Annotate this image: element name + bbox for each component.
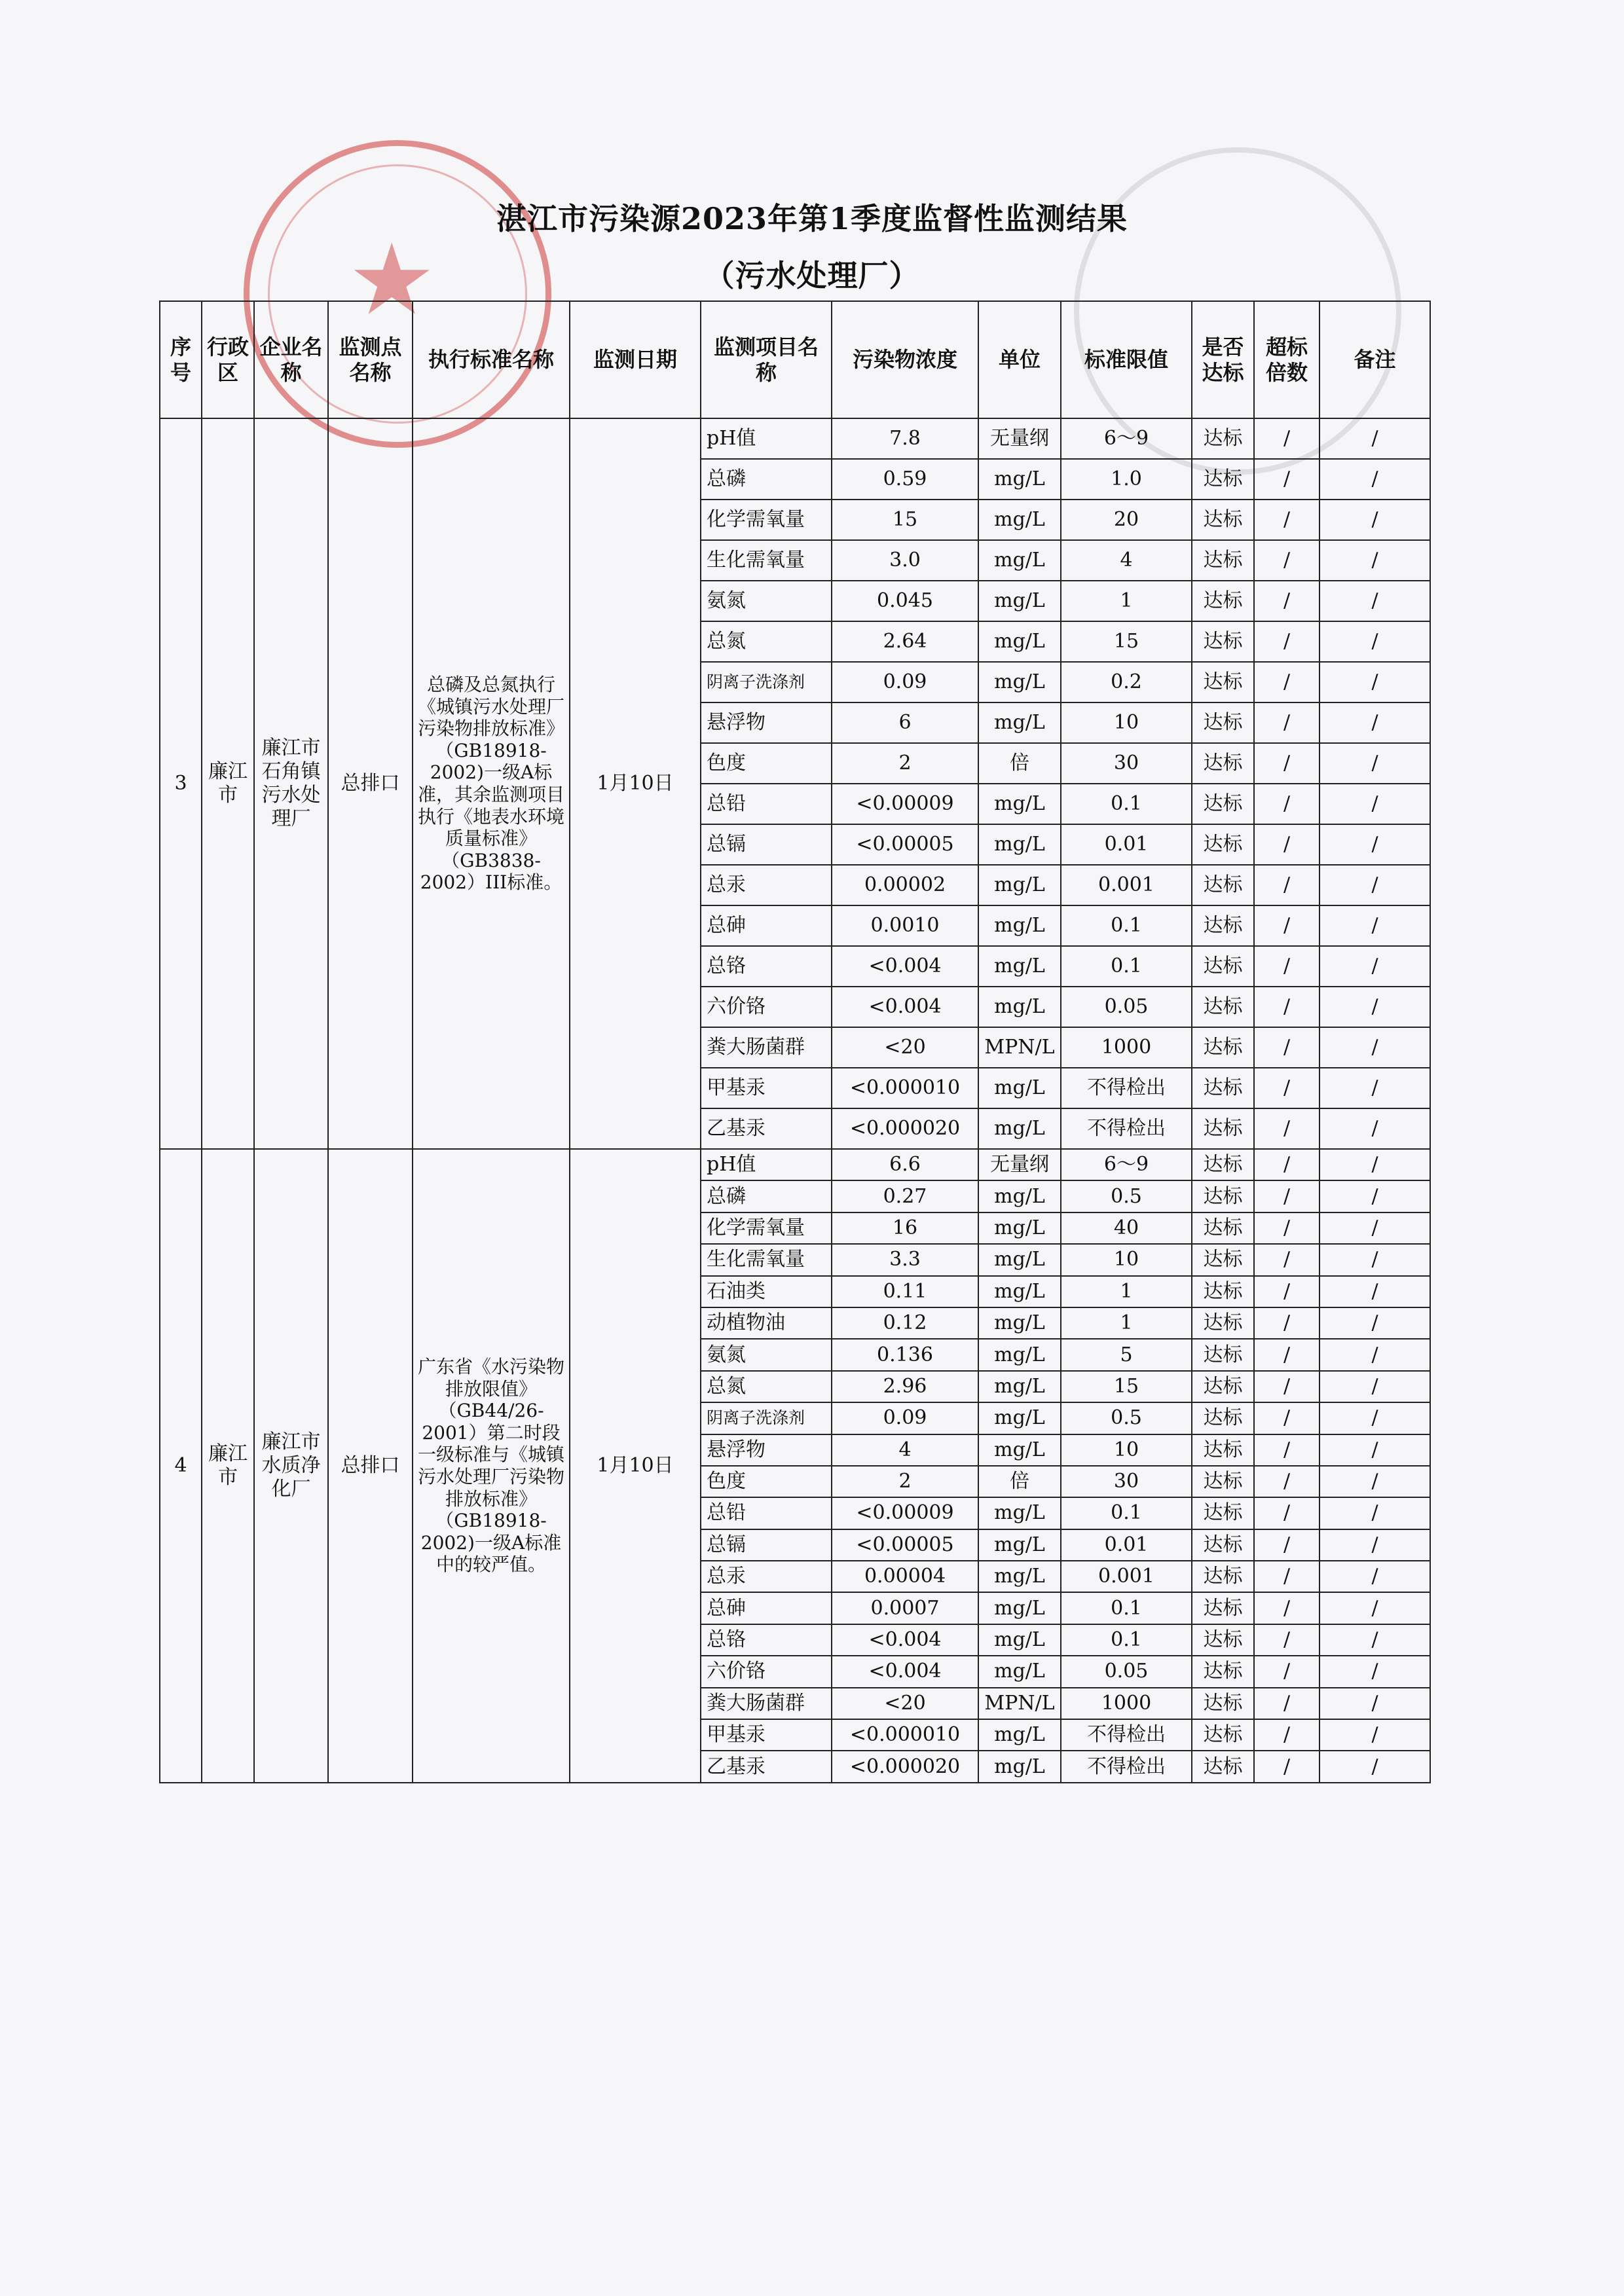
- header-row: [160, 301, 1430, 418]
- exceed-times-cell: /: [1254, 459, 1320, 500]
- note-cell: /: [1320, 1751, 1430, 1782]
- seal-star-icon: ★: [348, 223, 436, 337]
- note-cell: /: [1320, 540, 1430, 581]
- compliance-cell: 达标: [1192, 702, 1254, 743]
- results-table: [159, 301, 1431, 1783]
- limit-cell: 1000: [1061, 1027, 1192, 1068]
- unit-cell: mg/L: [978, 824, 1061, 865]
- concentration-cell: 7.8: [832, 418, 978, 459]
- item-cell: 化学需氧量: [701, 1212, 832, 1244]
- limit-cell: 40: [1061, 1212, 1192, 1244]
- unit-cell: mg/L: [978, 662, 1061, 702]
- concentration-cell: <0.004: [832, 946, 978, 987]
- unit-cell: MPN/L: [978, 1027, 1061, 1068]
- compliance-cell: 达标: [1192, 946, 1254, 987]
- item-cell: 阴离子洗涤剂: [701, 662, 832, 702]
- item-cell: 氨氮: [701, 1339, 832, 1370]
- concentration-cell: 2.96: [832, 1371, 978, 1402]
- exceed-times-cell: /: [1254, 1212, 1320, 1244]
- item-cell: 化学需氧量: [701, 500, 832, 540]
- item-cell: 总镉: [701, 1529, 832, 1561]
- note-cell: /: [1320, 946, 1430, 987]
- limit-cell: 1000: [1061, 1688, 1192, 1719]
- limit-cell: 10: [1061, 1244, 1192, 1275]
- standard-cell: 广东省《水污染物排放限值》（GB44/26-2001）第二时段一级标准与《城镇污水处理厂污染物排放标准》（GB18918-2002)一级A标准中的较严值。: [413, 1149, 570, 1783]
- compliance-cell: 达标: [1192, 418, 1254, 459]
- compliance-cell: 达标: [1192, 1149, 1254, 1180]
- note-cell: /: [1320, 1371, 1430, 1402]
- item-cell: 总磷: [701, 459, 832, 500]
- exceed-times-cell: /: [1254, 418, 1320, 459]
- unit-cell: 倍: [978, 1466, 1061, 1497]
- limit-cell: 30: [1061, 743, 1192, 784]
- limit-cell: 0.05: [1061, 987, 1192, 1027]
- compliance-cell: 达标: [1192, 1244, 1254, 1275]
- exceed-times-cell: /: [1254, 946, 1320, 987]
- note-cell: /: [1320, 1688, 1430, 1719]
- limit-cell: 0.1: [1061, 784, 1192, 824]
- limit-cell: 4: [1061, 540, 1192, 581]
- item-cell: 总铬: [701, 946, 832, 987]
- concentration-cell: <0.000020: [832, 1108, 978, 1149]
- note-cell: /: [1320, 702, 1430, 743]
- exceed-times-cell: /: [1254, 1108, 1320, 1149]
- unit-cell: mg/L: [978, 1339, 1061, 1370]
- note-cell: /: [1320, 418, 1430, 459]
- concentration-cell: <0.00009: [832, 1497, 978, 1529]
- exceed-times-cell: /: [1254, 1624, 1320, 1656]
- header-cell: 超标倍数: [1254, 301, 1320, 418]
- limit-cell: 不得检出: [1061, 1108, 1192, 1149]
- unit-cell: mg/L: [978, 946, 1061, 987]
- note-cell: /: [1320, 1276, 1430, 1307]
- item-cell: 乙基汞: [701, 1108, 832, 1149]
- note-cell: /: [1320, 1529, 1430, 1561]
- item-cell: 悬浮物: [701, 1434, 832, 1466]
- compliance-cell: 达标: [1192, 784, 1254, 824]
- exceed-times-cell: /: [1254, 743, 1320, 784]
- compliance-cell: 达标: [1192, 662, 1254, 702]
- compliance-cell: 达标: [1192, 621, 1254, 662]
- item-cell: 生化需氧量: [701, 1244, 832, 1275]
- exceed-times-cell: /: [1254, 1434, 1320, 1466]
- concentration-cell: 0.09: [832, 1402, 978, 1434]
- company-cell: 廉江市水质净化厂: [254, 1149, 328, 1783]
- header-cell: 序号: [160, 301, 202, 418]
- item-cell: 甲基汞: [701, 1719, 832, 1751]
- limit-cell: 1.0: [1061, 459, 1192, 500]
- unit-cell: mg/L: [978, 1592, 1061, 1624]
- header-cell: 单位: [978, 301, 1061, 418]
- unit-cell: mg/L: [978, 1402, 1061, 1434]
- exceed-times-cell: /: [1254, 1688, 1320, 1719]
- note-cell: /: [1320, 1068, 1430, 1108]
- unit-cell: mg/L: [978, 987, 1061, 1027]
- page-subtitle: （污水处理厂）: [704, 258, 920, 293]
- item-cell: 总汞: [701, 865, 832, 905]
- exceed-times-cell: /: [1254, 865, 1320, 905]
- header-cell: 企业名称: [254, 301, 328, 418]
- district-cell: 廉江市: [202, 1149, 254, 1783]
- limit-cell: 0.001: [1061, 865, 1192, 905]
- note-cell: /: [1320, 1466, 1430, 1497]
- limit-cell: 6～9: [1061, 1149, 1192, 1180]
- compliance-cell: 达标: [1192, 1307, 1254, 1339]
- note-cell: /: [1320, 824, 1430, 865]
- item-cell: 总铅: [701, 784, 832, 824]
- limit-cell: 0.01: [1061, 824, 1192, 865]
- concentration-cell: 3.3: [832, 1244, 978, 1275]
- compliance-cell: 达标: [1192, 1108, 1254, 1149]
- exceed-times-cell: /: [1254, 1402, 1320, 1434]
- compliance-cell: 达标: [1192, 1497, 1254, 1529]
- note-cell: /: [1320, 987, 1430, 1027]
- exceed-times-cell: /: [1254, 621, 1320, 662]
- unit-cell: mg/L: [978, 1212, 1061, 1244]
- compliance-cell: 达标: [1192, 1529, 1254, 1561]
- note-cell: /: [1320, 1212, 1430, 1244]
- exceed-times-cell: /: [1254, 1656, 1320, 1687]
- unit-cell: mg/L: [978, 1108, 1061, 1149]
- exceed-times-cell: /: [1254, 1719, 1320, 1751]
- exceed-times-cell: /: [1254, 905, 1320, 946]
- limit-cell: 0.001: [1061, 1561, 1192, 1592]
- compliance-cell: 达标: [1192, 1339, 1254, 1370]
- row-number-cell: 4: [160, 1149, 202, 1783]
- item-cell: pH值: [701, 418, 832, 459]
- exceed-times-cell: /: [1254, 1307, 1320, 1339]
- limit-cell: 5: [1061, 1339, 1192, 1370]
- header-cell: 监测点名称: [328, 301, 413, 418]
- item-cell: 色度: [701, 1466, 832, 1497]
- concentration-cell: 0.11: [832, 1276, 978, 1307]
- unit-cell: mg/L: [978, 581, 1061, 621]
- item-cell: 总砷: [701, 1592, 832, 1624]
- note-cell: /: [1320, 1719, 1430, 1751]
- unit-cell: 无量纲: [978, 1149, 1061, 1180]
- compliance-cell: 达标: [1192, 1180, 1254, 1212]
- exceed-times-cell: /: [1254, 1276, 1320, 1307]
- note-cell: /: [1320, 1307, 1430, 1339]
- unit-cell: mg/L: [978, 1529, 1061, 1561]
- note-cell: /: [1320, 905, 1430, 946]
- exceed-times-cell: /: [1254, 1561, 1320, 1592]
- unit-cell: mg/L: [978, 905, 1061, 946]
- item-cell: 总铅: [701, 1497, 832, 1529]
- concentration-cell: 0.045: [832, 581, 978, 621]
- compliance-cell: 达标: [1192, 1212, 1254, 1244]
- concentration-cell: <0.000020: [832, 1751, 978, 1782]
- compliance-cell: 达标: [1192, 824, 1254, 865]
- concentration-cell: 2: [832, 1466, 978, 1497]
- compliance-cell: 达标: [1192, 987, 1254, 1027]
- concentration-cell: <0.000010: [832, 1719, 978, 1751]
- date-cell: 1月10日: [570, 1149, 701, 1783]
- compliance-cell: 达标: [1192, 905, 1254, 946]
- limit-cell: 不得检出: [1061, 1751, 1192, 1782]
- date-cell: 1月10日: [570, 418, 701, 1149]
- item-cell: 动植物油: [701, 1307, 832, 1339]
- exceed-times-cell: /: [1254, 1592, 1320, 1624]
- exceed-times-cell: /: [1254, 784, 1320, 824]
- item-cell: 总砷: [701, 905, 832, 946]
- concentration-cell: 0.00004: [832, 1561, 978, 1592]
- compliance-cell: 达标: [1192, 1592, 1254, 1624]
- limit-cell: 0.5: [1061, 1180, 1192, 1212]
- note-cell: /: [1320, 581, 1430, 621]
- standard-cell: 总磷及总氮执行《城镇污水处理厂污染物排放标准》（GB18918-2002)一级A标准，其余监测项目执行《地表水环境质量标准》（GB3838-2002）III标准。: [413, 418, 570, 1149]
- note-cell: /: [1320, 1149, 1430, 1180]
- concentration-cell: 0.136: [832, 1339, 978, 1370]
- row-number-cell: 3: [160, 418, 202, 1149]
- item-cell: 六价铬: [701, 987, 832, 1027]
- limit-cell: 0.1: [1061, 946, 1192, 987]
- unit-cell: mg/L: [978, 1371, 1061, 1402]
- note-cell: /: [1320, 1434, 1430, 1466]
- concentration-cell: 2: [832, 743, 978, 784]
- note-cell: /: [1320, 784, 1430, 824]
- page-title: 湛江市污染源2023年第1季度监督性监测结果: [496, 201, 1128, 236]
- item-cell: 色度: [701, 743, 832, 784]
- unit-cell: mg/L: [978, 865, 1061, 905]
- concentration-cell: <0.00009: [832, 784, 978, 824]
- limit-cell: 0.1: [1061, 1624, 1192, 1656]
- item-cell: 粪大肠菌群: [701, 1688, 832, 1719]
- concentration-cell: <0.004: [832, 987, 978, 1027]
- exceed-times-cell: /: [1254, 987, 1320, 1027]
- concentration-cell: 6: [832, 702, 978, 743]
- unit-cell: mg/L: [978, 1751, 1061, 1782]
- compliance-cell: 达标: [1192, 581, 1254, 621]
- limit-cell: 不得检出: [1061, 1719, 1192, 1751]
- unit-cell: mg/L: [978, 1497, 1061, 1529]
- unit-cell: mg/L: [978, 540, 1061, 581]
- exceed-times-cell: /: [1254, 1149, 1320, 1180]
- concentration-cell: 15: [832, 500, 978, 540]
- exceed-times-cell: /: [1254, 1180, 1320, 1212]
- limit-cell: 0.1: [1061, 905, 1192, 946]
- item-cell: 甲基汞: [701, 1068, 832, 1108]
- compliance-cell: 达标: [1192, 1656, 1254, 1687]
- concentration-cell: <0.00005: [832, 1529, 978, 1561]
- compliance-cell: 达标: [1192, 500, 1254, 540]
- compliance-cell: 达标: [1192, 1688, 1254, 1719]
- header-cell: 监测项目名称: [701, 301, 832, 418]
- header-cell: 执行标准名称: [413, 301, 570, 418]
- limit-cell: 1: [1061, 581, 1192, 621]
- unit-cell: mg/L: [978, 1434, 1061, 1466]
- unit-cell: 倍: [978, 743, 1061, 784]
- limit-cell: 0.05: [1061, 1656, 1192, 1687]
- header-cell: 监测日期: [570, 301, 701, 418]
- exceed-times-cell: /: [1254, 1244, 1320, 1275]
- exceed-times-cell: /: [1254, 662, 1320, 702]
- limit-cell: 15: [1061, 621, 1192, 662]
- exceed-times-cell: /: [1254, 1339, 1320, 1370]
- note-cell: /: [1320, 1592, 1430, 1624]
- limit-cell: 1: [1061, 1276, 1192, 1307]
- exceed-times-cell: /: [1254, 1529, 1320, 1561]
- concentration-cell: <20: [832, 1688, 978, 1719]
- unit-cell: mg/L: [978, 1624, 1061, 1656]
- limit-cell: 0.2: [1061, 662, 1192, 702]
- header-cell: 是否达标: [1192, 301, 1254, 418]
- concentration-cell: 0.12: [832, 1307, 978, 1339]
- unit-cell: mg/L: [978, 1719, 1061, 1751]
- compliance-cell: 达标: [1192, 1561, 1254, 1592]
- compliance-cell: 达标: [1192, 540, 1254, 581]
- unit-cell: mg/L: [978, 702, 1061, 743]
- item-cell: 总镉: [701, 824, 832, 865]
- header-cell: 行政区: [202, 301, 254, 418]
- unit-cell: mg/L: [978, 1656, 1061, 1687]
- concentration-cell: 0.09: [832, 662, 978, 702]
- concentration-cell: 16: [832, 1212, 978, 1244]
- item-cell: 氨氮: [701, 581, 832, 621]
- note-cell: /: [1320, 1108, 1430, 1149]
- compliance-cell: 达标: [1192, 1068, 1254, 1108]
- item-cell: 石油类: [701, 1276, 832, 1307]
- district-cell: 廉江市: [202, 418, 254, 1149]
- concentration-cell: 6.6: [832, 1149, 978, 1180]
- exceed-times-cell: /: [1254, 824, 1320, 865]
- unit-cell: mg/L: [978, 1561, 1061, 1592]
- exceed-times-cell: /: [1254, 1027, 1320, 1068]
- limit-cell: 0.5: [1061, 1402, 1192, 1434]
- exceed-times-cell: /: [1254, 1497, 1320, 1529]
- unit-cell: mg/L: [978, 784, 1061, 824]
- item-cell: 粪大肠菌群: [701, 1027, 832, 1068]
- concentration-cell: 2.64: [832, 621, 978, 662]
- unit-cell: mg/L: [978, 459, 1061, 500]
- note-cell: /: [1320, 621, 1430, 662]
- note-cell: /: [1320, 1244, 1430, 1275]
- note-cell: /: [1320, 1180, 1430, 1212]
- concentration-cell: 3.0: [832, 540, 978, 581]
- limit-cell: 0.1: [1061, 1497, 1192, 1529]
- unit-cell: mg/L: [978, 1244, 1061, 1275]
- compliance-cell: 达标: [1192, 1027, 1254, 1068]
- compliance-cell: 达标: [1192, 743, 1254, 784]
- exceed-times-cell: /: [1254, 540, 1320, 581]
- note-cell: /: [1320, 1561, 1430, 1592]
- limit-cell: 20: [1061, 500, 1192, 540]
- note-cell: /: [1320, 865, 1430, 905]
- table-row: [160, 418, 1430, 459]
- compliance-cell: 达标: [1192, 1466, 1254, 1497]
- compliance-cell: 达标: [1192, 1402, 1254, 1434]
- monitor-point-cell: 总排口: [328, 1149, 413, 1783]
- note-cell: /: [1320, 1339, 1430, 1370]
- note-cell: /: [1320, 1656, 1430, 1687]
- compliance-cell: 达标: [1192, 865, 1254, 905]
- item-cell: 乙基汞: [701, 1751, 832, 1782]
- limit-cell: 1: [1061, 1307, 1192, 1339]
- concentration-cell: 0.27: [832, 1180, 978, 1212]
- concentration-cell: 0.59: [832, 459, 978, 500]
- note-cell: /: [1320, 500, 1430, 540]
- exceed-times-cell: /: [1254, 702, 1320, 743]
- unit-cell: mg/L: [978, 1307, 1061, 1339]
- limit-cell: 30: [1061, 1466, 1192, 1497]
- concentration-cell: 0.0007: [832, 1592, 978, 1624]
- limit-cell: 10: [1061, 702, 1192, 743]
- company-cell: 廉江市石角镇污水处理厂: [254, 418, 328, 1149]
- compliance-cell: 达标: [1192, 1371, 1254, 1402]
- note-cell: /: [1320, 459, 1430, 500]
- table-body: [160, 418, 1430, 1783]
- unit-cell: mg/L: [978, 1180, 1061, 1212]
- item-cell: 生化需氧量: [701, 540, 832, 581]
- concentration-cell: <0.000010: [832, 1068, 978, 1108]
- note-cell: /: [1320, 1027, 1430, 1068]
- concentration-cell: <20: [832, 1027, 978, 1068]
- concentration-cell: <0.004: [832, 1656, 978, 1687]
- limit-cell: 0.1: [1061, 1592, 1192, 1624]
- note-cell: /: [1320, 1402, 1430, 1434]
- compliance-cell: 达标: [1192, 1434, 1254, 1466]
- header-cell: 污染物浓度: [832, 301, 978, 418]
- compliance-cell: 达标: [1192, 459, 1254, 500]
- concentration-cell: <0.00005: [832, 824, 978, 865]
- item-cell: pH值: [701, 1149, 832, 1180]
- unit-cell: mg/L: [978, 621, 1061, 662]
- exceed-times-cell: /: [1254, 1068, 1320, 1108]
- concentration-cell: 0.0010: [832, 905, 978, 946]
- exceed-times-cell: /: [1254, 500, 1320, 540]
- exceed-times-cell: /: [1254, 1751, 1320, 1782]
- table-row: [160, 1149, 1430, 1180]
- unit-cell: MPN/L: [978, 1688, 1061, 1719]
- compliance-cell: 达标: [1192, 1624, 1254, 1656]
- item-cell: 总氮: [701, 1371, 832, 1402]
- monitor-point-cell: 总排口: [328, 418, 413, 1149]
- item-cell: 总铬: [701, 1624, 832, 1656]
- exceed-times-cell: /: [1254, 1466, 1320, 1497]
- item-cell: 阴离子洗涤剂: [701, 1402, 832, 1434]
- concentration-cell: 4: [832, 1434, 978, 1466]
- concentration-cell: <0.004: [832, 1624, 978, 1656]
- concentration-cell: 0.00002: [832, 865, 978, 905]
- item-cell: 总汞: [701, 1561, 832, 1592]
- compliance-cell: 达标: [1192, 1276, 1254, 1307]
- limit-cell: 10: [1061, 1434, 1192, 1466]
- limit-cell: 6～9: [1061, 418, 1192, 459]
- item-cell: 悬浮物: [701, 702, 832, 743]
- exceed-times-cell: /: [1254, 1371, 1320, 1402]
- compliance-cell: 达标: [1192, 1751, 1254, 1782]
- item-cell: 总磷: [701, 1180, 832, 1212]
- exceed-times-cell: /: [1254, 581, 1320, 621]
- note-cell: /: [1320, 743, 1430, 784]
- unit-cell: mg/L: [978, 1276, 1061, 1307]
- note-cell: /: [1320, 1497, 1430, 1529]
- limit-cell: 15: [1061, 1371, 1192, 1402]
- compliance-cell: 达标: [1192, 1719, 1254, 1751]
- header-cell: 标准限值: [1061, 301, 1192, 418]
- limit-cell: 0.01: [1061, 1529, 1192, 1561]
- limit-cell: 不得检出: [1061, 1068, 1192, 1108]
- item-cell: 总氮: [701, 621, 832, 662]
- unit-cell: 无量纲: [978, 418, 1061, 459]
- note-cell: /: [1320, 1624, 1430, 1656]
- header-cell: 备注: [1320, 301, 1430, 418]
- unit-cell: mg/L: [978, 500, 1061, 540]
- unit-cell: mg/L: [978, 1068, 1061, 1108]
- note-cell: /: [1320, 662, 1430, 702]
- item-cell: 六价铬: [701, 1656, 832, 1687]
